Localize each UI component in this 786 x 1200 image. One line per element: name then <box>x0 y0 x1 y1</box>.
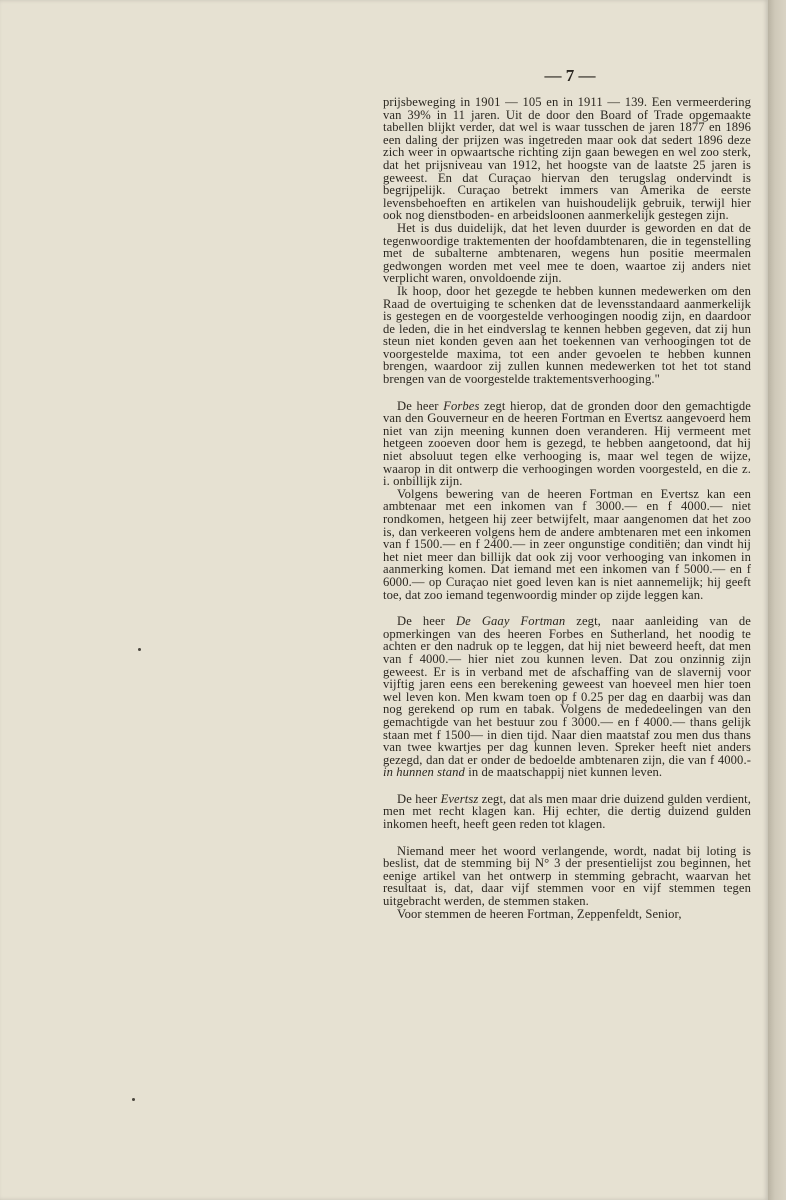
speaker-name: De Gaay Fortman <box>455 614 566 629</box>
margin-mark <box>132 1098 135 1101</box>
page-edge <box>768 0 786 1200</box>
paragraph: De heer De Gaay Fortman zegt, naar aanleiding van de opmerkingen van des heeren Forbes en Sutherland, het noodig te achten er den nadruk op te leggen, dat hij niet beweerd heeft, dat men van f 4000.— hier niet zou kunnen leven. Dat zou onzinnig zijn geweest. Er is in verband met de afschaffing van de slavernij voor vijftig jaren eens een berekening geweest van hoeveel men hier toen wel leven kon. Men kwam toen op f 0.25 per dag en daarbij was dan nog gerekend op rum en tabak. Volgens de mededeelingen van den gemachtigde van het bestuur zou f 3000.— en f 4000.— thans gelijk staan met f 1500— in dien tijd. Naar dien maatstaf zou men dus thans van twee kwartjes per dag kunnen leven. Spreker heeft niet anders gezegd, dan dat er onder de bedoelde ambtenaren zijn, die van f 4000.- in hunnen stand in de maatschappij niet kunnen leven. <box>383 614 751 780</box>
speaker-name: Evertsz <box>440 791 479 806</box>
paragraph: Volgens bewering van de heeren Fortman en Evertsz kan een ambtenaar met een inkomen van f 3000.— en f 4000.— niet rondkomen, hetgeen hij zeer betwijfelt, maar aangenomen dat het zoo is, dan verkeeren volgens hem de andere ambtenaren met een inkomen van f 1500.— en f 2400.— in zeer ongunstige conditiën; dan vindt hij het niet meer dan billijk dat ook zij voor verhooging van inkomen in aanmerking komen. Dat iemand met een inkomen van f 5000.— en f 6000.— op Curaçao niet goed leven kan is niet aannemelijk; hij geeft toe, dat zoo iemand tegenwoordig minder op zijde leggen kan. <box>383 486 751 602</box>
margin-mark <box>138 648 141 651</box>
paragraph: De heer Forbes zegt hierop, dat de gronden door den gemachtigde van den Gouverneur en de heeren Fortman en Evertsz aangevoerd hem niet van zijn meening kunnen doen veranderen. Hij vermeent met hetgeen zooeven door hem is gezegd, te hebben aangetoond, dat hij niet absoluut tegen elke verhooging is, maar wel tegen de wijze, waarop in dit ontwerp die verhoogingen worden voorgesteld, en die z. i. onbillijk zijn. <box>383 398 751 489</box>
speaker-name: Forbes <box>443 398 480 413</box>
paragraph: Het is dus duidelijk, dat het leven duurder is geworden en dat de tegenwoordige traktementen der hoofdambtenaren, die in tegenstelling met de subalterne ambtenaren, wegens hun positie meermalen gedwongen worden met veel mee te doen, waartoe zij anders niet verplicht waren, onvoldoende zijn. <box>383 220 751 286</box>
text-column <box>383 96 751 920</box>
page-number: — 7 — <box>544 66 596 85</box>
paragraph: Niemand meer het woord verlangende, wordt, nadat bij loting is beslist, dat de stemming bij N° 3 der presentielijst zou beginnen, het eenige artikel van het ontwerp in stemming gebracht, waarvan het resultaat is, dat, daar vijf stemmen voor en vijf stemmen tegen uitgebracht werden, de stemmen staken. <box>383 843 751 909</box>
emphasis: in hunnen stand <box>383 765 465 780</box>
paragraph: Voor stemmen de heeren Fortman, Zeppenfeldt, Senior, <box>397 906 682 921</box>
paragraph: De heer Evertsz zegt, dat als men maar drie duizend gulden verdient, men met recht klagen kan. Hij echter, die dertig duizend gulden inkomen heeft, heeft geen reden tot klagen. <box>383 791 752 832</box>
paragraph: prijsbeweging in 1901 — 105 en in 1911 — 139. Een vermeerdering van 39% in 11 jaren. Uit de door den Board of Trade opgemaakte tabellen blijkt verder, dat wel is waar tusschen de jaren 1877 en 1896 een daling der prijzen was ingetreden maar ook dat sedert 1896 deze zich weer in opwaartsche richting zijn gaan bewegen en wel zoo sterk, dat het prijsniveau van 1912, het hoogste van de laatste 25 jaren is geweest. En dat Curaçao hiervan den terugslag ondervindt is begrijpelijk. Curaçao betrekt immers van Amerika de eerste levensbehoeften en artikelen van huishoudelijk gebruik, terwijl hier ook nog dienstboden- en arbeidsloonen aanmerkelijk gestegen zijn. <box>383 95 751 223</box>
paragraph: Ik hoop, door het gezegde te hebben kunnen medewerken om den Raad de overtuiging te schenken dat de levensstandaard aanmerkelijk is gestegen en de voorgestelde verhoogingen noodig zijn, en daardoor de leden, die in het eindverslag te kennen hebben gegeven, dat zij hun steun niet konden geven aan het toekennen van verhoogingen tot de voorgestelde maxima, tot een ander gevoelen te hebben kunnen brengen, waardoor zij zullen kunnen medewerken tot het tot stand brengen van de voorgestelde traktementsverhooging." <box>383 283 751 387</box>
